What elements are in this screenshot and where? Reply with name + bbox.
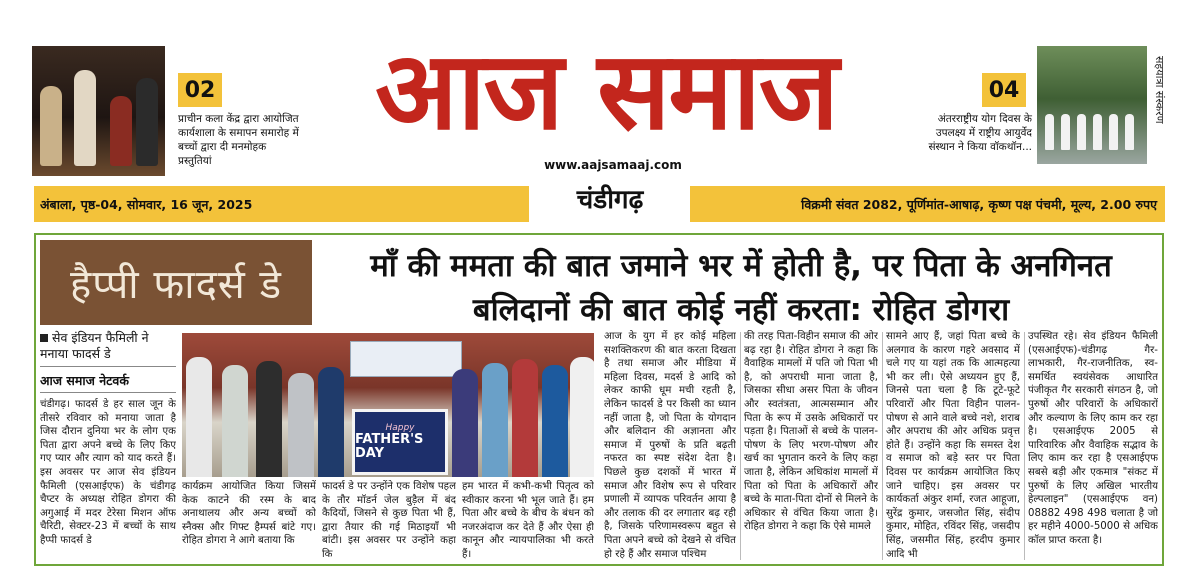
walker-figure (1125, 114, 1134, 150)
article-column-5: आज के युग में हर कोई महिला सशक्तिकरण की बात करता दिखता है तथा समाज और मीडिया में महिला दिवस, मदर्स डे आदि को लेकर काफी धूम मची रहती है, लेकिन फादर्स डे पर किसी का ध्यान नहीं जाता है, जो पिता के योगदान और बलिदान की अज्ञानता और समाज में पुरुषों के प्रति बढ़ती नफरत का स्पष्ट संदेश देता है। पिछले कुछ दशकों में भारत में समाज और विशेष रूप से परिवार प्रणाली में व्यापक परिवर्तन आया है और तलाक की दर लगातार बढ़ रही है, जिसके परिणामस्वरूप बहुत से पिता अपने बच्चे को देखने से वंचित हो रहे हैं और समाज पश्चिम (604, 331, 736, 560)
masthead-url[interactable]: www.aajsamaaj.com (544, 158, 682, 172)
article-column-8: उपस्थित रहे। सेव इंडियन फैमिली (एसआईएफ)-चंडीगढ़ गैर-लाभकारी, गैर-राजनीतिक, स्व-समर्थित स्वयंसेवक आधारित पंजीकृत गैर सरकारी संगठन है, जो पुरुषों और परिवारों के अधिकारों और कल्याण के लिए काम कर रहा है। एसआईएफ 2005 से पारिवारिक और वैवाहिक सद्भाव के लिए काम कर रहा है एसआईएफ सबसे बड़ी और एकमात्र "संकट में पुरुषों के लिए अखिल भारतीय हेल्पलाइन" (एसआईएफ वन) 08882 498 498 चलाता है जो हर महीने 4000-5000 से अधिक कॉल प्राप्त करता है। (1028, 331, 1158, 546)
person-figure (542, 365, 568, 477)
background-banner (350, 341, 462, 377)
samvat-bar (690, 186, 1165, 222)
article-column-1: चंडीगढ़। फादर्स डे हर साल जून के तीसरे रविवार को मनाया जाता है जिस दौरान दुनिया भर के लोग एक पिता द्वारा अपने बच्चे के लिए किए गए प्यार और त्याग को याद करते हैं। इस अवसर पर आज सेव इंडियन फैमिली (एसआईएफ) के चंडीगढ़ चैप्टर के अध्यक्ष रोहित डोगरा की अगुआई में मदर टेरेसा मिशन ऑफ चैरिटी, सेक्टर-23 में बच्चों के साथ हैप्पी फादर्स डे (40, 399, 176, 546)
teaser-left-page-number: 02 (178, 73, 222, 107)
teaser-photo-left (32, 46, 165, 176)
article-column-6: की तरह पिता-विहीन समाज की ओर बढ़ रहा है। रोहित डोगरा ने कहा कि वैवाहिक मामलों में पति जो पिता भी है, को अपराधी माना जाता है, जिसका सीधा असर पिता के जीवन और स्वतंत्रता, आत्मसम्मान और पिता के रूप में उसके अधिकारों पर पड़ता है। पिताओं से बच्चे के पालन-पोषण के लिए भरण-पोषण और खर्च का भुगतान करने के लिए कहा जाता है, लेकिन अधिकांश मामलों में पिता को पिता के अधिकारों और बच्चे के माता-पिता दोनों से मिलने के अधिकार से वंचित किया जाता है। रोहित डोगरा ने कहा कि ऐसे मामले (744, 331, 878, 533)
person-figure (222, 365, 248, 477)
column-divider (882, 332, 883, 560)
sign-line-1: Happy (385, 423, 415, 433)
city-name: चंडीगढ़ (576, 185, 644, 215)
performer-figure (74, 70, 96, 166)
person-figure (570, 357, 594, 477)
walker-figure (1093, 114, 1102, 150)
teaser-right-page-number: 04 (982, 73, 1026, 107)
walker-figure (1077, 114, 1086, 150)
walker-figure (1061, 114, 1070, 150)
article-column-4a: हम भारत में कभी-कभी पितृत्व को स्वीकार करना भी भूल जाते हैं। हम पिता और बच्चे के बीच के बंधन को नजरअंदाज कर देते हैं और ऐसा ही कानून और न्यायपालिका भी करते हैं। (462, 481, 594, 560)
date-bar (34, 186, 529, 222)
person-figure (256, 361, 282, 477)
bullet-square (40, 334, 48, 342)
person-figure (288, 373, 314, 477)
teaser-left-text[interactable]: प्राचीन कला केंद्र द्वारा आयोजित कार्यशाला के समापन समारोह में बच्चों द्वारा दी मनमोहक प्रस्तुतियां (178, 113, 299, 167)
performer-figure (136, 78, 158, 166)
article-byline: आज समाज नेटवर्क (40, 373, 129, 388)
person-figure (482, 363, 508, 477)
fathers-day-tag-text: हैप्पी फादर्स डे (70, 262, 282, 308)
edition-vertical-label: सहयात्रा संस्करण (1153, 56, 1166, 124)
person-figure (512, 359, 538, 477)
performer-figure (40, 86, 62, 166)
column-divider (1024, 332, 1025, 560)
date-line: अंबाला, पृष्ठ-04, सोमवार, 16 जून, 2025 (40, 196, 253, 212)
walker-figure (1045, 114, 1054, 150)
column-divider (740, 332, 741, 560)
walker-figure (1109, 114, 1118, 150)
fathers-day-tag (40, 240, 312, 325)
masthead-title: आज समाज (375, 28, 837, 154)
group-photo (182, 333, 594, 477)
teaser-photo-right (1037, 46, 1147, 164)
divider (40, 366, 176, 367)
fathers-day-sign (352, 409, 448, 475)
article-subhead (40, 330, 172, 362)
person-figure (452, 369, 478, 477)
person-figure (186, 357, 212, 477)
person-figure (318, 367, 344, 477)
article-headline[interactable]: माँ की ममता की बात जमाने भर में होती है, पर पिता के अनगिनत बलिदानों की बात कोई नहीं करता: रोहित डोगरा (370, 248, 1112, 328)
performer-figure (110, 96, 132, 166)
teaser-right-text[interactable]: अंतरराष्ट्रीय योग दिवस के उपलक्ष्य में राष्ट्रीय आयुर्वेद संस्थान ने किया वॉकथॉन... (928, 113, 1032, 153)
samvat-line: विक्रमी संवत 2082, पूर्णिमांत-आषाढ़, कृष्ण पक्ष पंचमी, मूल्य, 2.00 रुपए (801, 196, 1157, 212)
article-column-7: सामने आए हैं, जहां पिता बच्चे के अलगाव के कारण गहरे अवसाद में चले गए या यहां तक कि आत्महत्या भी कर ली। ऐसे अध्ययन हुए हैं, जिनसे पता चला है कि टूटे-फूटे परिवारों और पिता विहीन पालन-पोषण से आने वाले बच्चे नशे, शराब और अपराध की ओर अधिक प्रवृत्त होते हैं। उन्होंने कहा कि समस्त देश व समाज को बड़े स्तर पर पिता दिवस पर कार्यक्रम आयोजित किए जाने चाहिए। इस अवसर पर कार्यकर्ता अंकुर शर्मा, रजत आहूजा, सुरेंद्र कुमार, जसजोत सिंह, संदीप कुमार, मोहित, रविंदर सिंह, जसदीप सिंह, जसमीत सिंह, हरदीप कुमार आदि भी (886, 331, 1020, 560)
divider (40, 392, 176, 393)
sign-line-2: FATHER'S DAY (355, 432, 424, 461)
article-column-2: कार्यक्रम आयोजित किया जिसमें केक काटने की रस्म के बाद अनाथालय और अन्य बच्चों को स्नैक्स और गिफ्ट हैम्पर्स बांटे गए। रोहित डोगरा ने आगे बताया कि (182, 481, 316, 547)
article-subhead-text: सेव इंडियन फैमिली ने मनाया फादर्स डे (40, 330, 149, 361)
article-column-3: फादर्स डे पर उन्होंने एक विशेष पहल के तौर मॉडर्न जेल बुड़ैल में बंद कैदियों, जिसने से कुछ पिता भी हैं, द्वारा तैयार की गई मिठाइयाँ भी बांटी। इस अवसर पर उन्होंने कहा कि (322, 481, 456, 560)
